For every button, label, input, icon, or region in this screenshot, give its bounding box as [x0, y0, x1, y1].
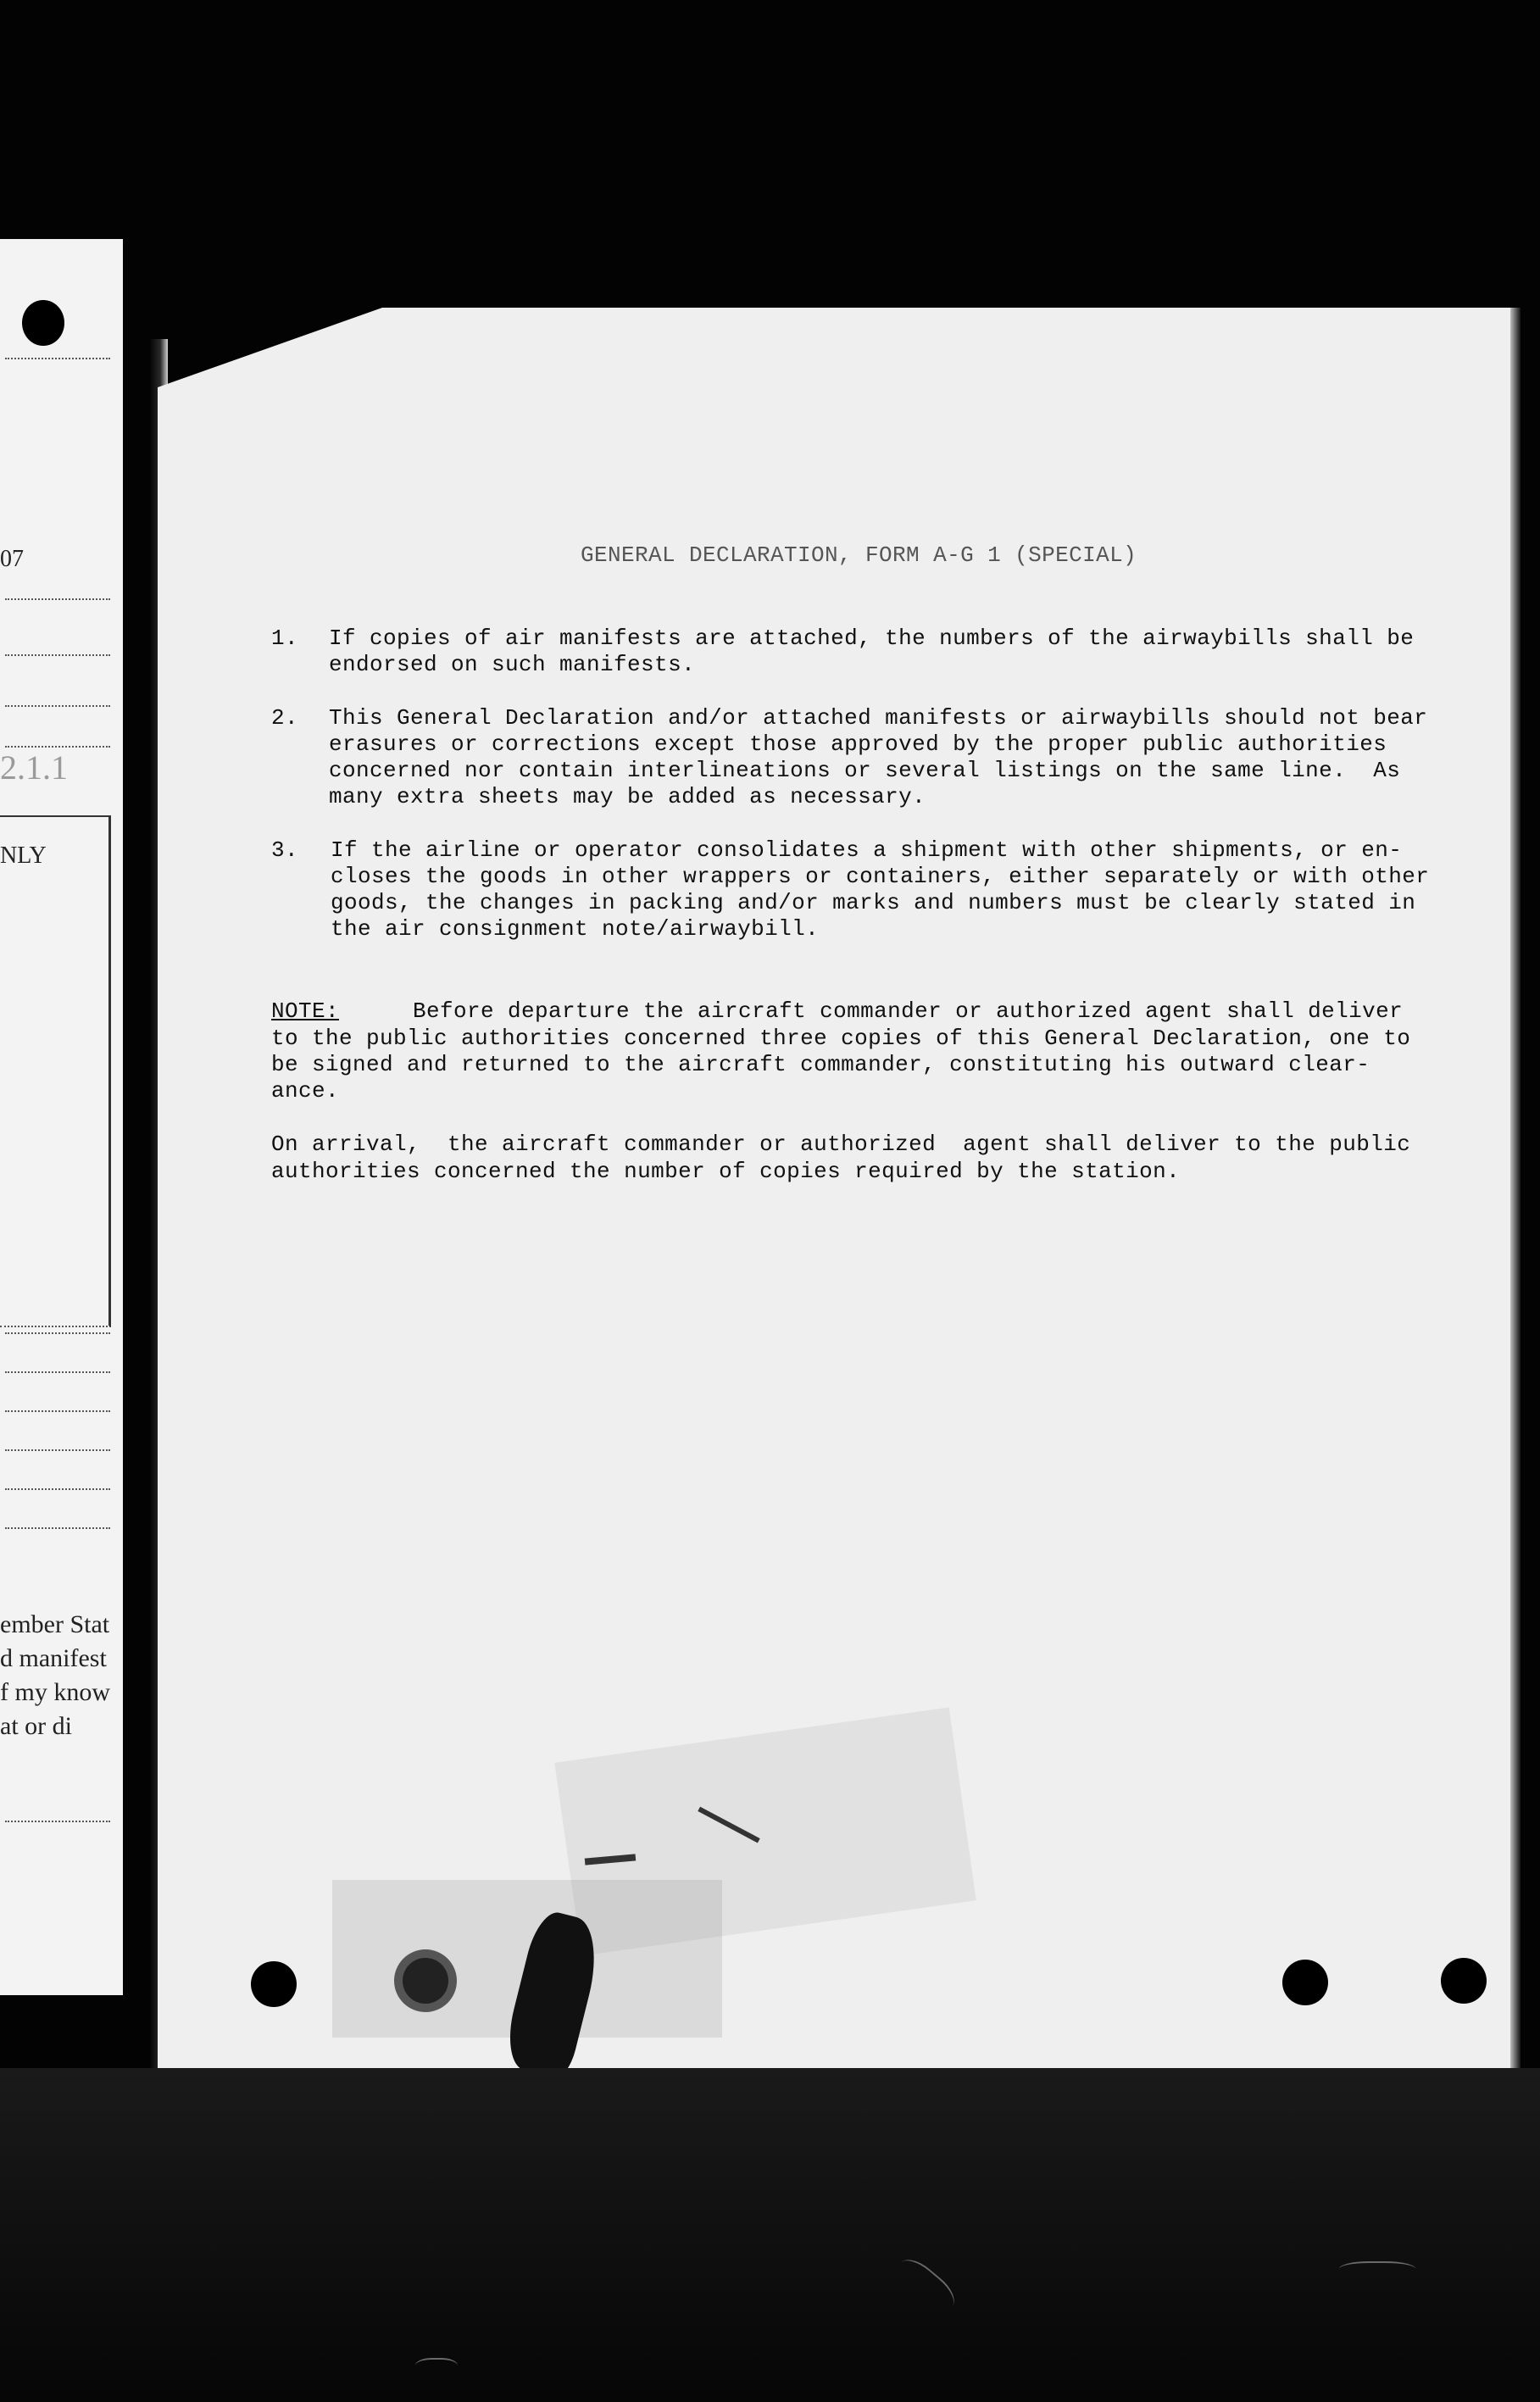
item-3-line-4: the air consignment note/airwaybill.: [331, 916, 820, 942]
punch-hole: [251, 1961, 297, 2007]
dotted-line: [5, 705, 110, 707]
dotted-line: [5, 598, 110, 600]
left-box: [0, 815, 111, 1327]
background-surface: [0, 2068, 1540, 2402]
item-2-line-3: concerned nor contain interlineations or several listings on the same line. As: [329, 758, 1401, 783]
dotted-line: [5, 1332, 110, 1334]
item-2-number: 2.: [271, 705, 299, 731]
dotted-line: [5, 1821, 110, 1822]
note-line-3: be signed and returned to the aircraft commander, constituting his outward clear-: [271, 1052, 1370, 1077]
punch-hole: [1282, 1960, 1328, 2005]
dotted-line: [5, 1527, 110, 1529]
item-3-number: 3.: [271, 837, 299, 863]
item-1-line-1: If copies of air manifests are attached, the numbers of the airwaybills shall be: [329, 626, 1415, 651]
punch-hole: [22, 300, 64, 346]
dotted-line: [5, 1410, 110, 1412]
dotted-line: [5, 746, 110, 748]
left-fragment-handwriting: 2.1.1: [0, 748, 68, 787]
scratch-mark: [415, 2358, 458, 2377]
punch-hole: [403, 1958, 448, 2004]
item-2-line-1: This General Declaration and/or attached manifests or airwaybills should not bear: [329, 705, 1428, 731]
left-fragment-line-4: at or di: [0, 1712, 72, 1740]
left-fragment-07: 07: [0, 546, 24, 572]
item-3-line-3: goods, the changes in packing and/or marks and numbers must be clearly stated in: [331, 890, 1416, 915]
note-label: NOTE:: [271, 998, 340, 1024]
dotted-line: [5, 358, 110, 359]
left-fragment-line-3: f my know: [0, 1678, 110, 1706]
item-3-line-2: closes the goods in other wrappers or containers, either separately or with other: [331, 864, 1430, 889]
scratch-mark: [1339, 2261, 1415, 2280]
item-2-line-2: erasures or corrections except those approved by the proper public authorities: [329, 731, 1387, 757]
left-partial-page: [0, 239, 123, 1995]
note-line-4: ance.: [271, 1078, 340, 1104]
page-edge-shadow: [1510, 308, 1521, 2071]
scratch-mark: [887, 2252, 961, 2323]
arrival-line-1: On arrival, the aircraft commander or authorized agent shall deliver to the public: [271, 1131, 1411, 1157]
arrival-line-2: authorities concerned the number of copies required by the station.: [271, 1159, 1181, 1184]
item-3-line-1: If the airline or operator consolidates a shipment with other shipments, or en-: [331, 837, 1403, 863]
left-fragment-line-1: ember Stat: [0, 1610, 110, 1638]
page-title: GENERAL DECLARATION, FORM A-G 1 (SPECIAL): [581, 542, 1137, 568]
item-1-line-2: endorsed on such manifests.: [329, 652, 696, 677]
left-fragment-line-2: d manifest: [0, 1644, 107, 1672]
dotted-line: [5, 654, 110, 656]
dotted-line: [5, 1488, 110, 1490]
note-line-1: Before departure the aircraft commander or authorized agent shall deliver: [413, 998, 1404, 1024]
item-1-number: 1.: [271, 626, 299, 651]
dotted-line: [5, 1449, 110, 1451]
left-fragment-only: NLY: [0, 842, 47, 869]
note-line-2: to the public authorities concerned three copies of this General Declaration, one to: [271, 1026, 1411, 1051]
dotted-line: [5, 1371, 110, 1373]
punch-hole: [1441, 1958, 1487, 2004]
item-2-line-4: many extra sheets may be added as necessary.: [329, 784, 926, 809]
